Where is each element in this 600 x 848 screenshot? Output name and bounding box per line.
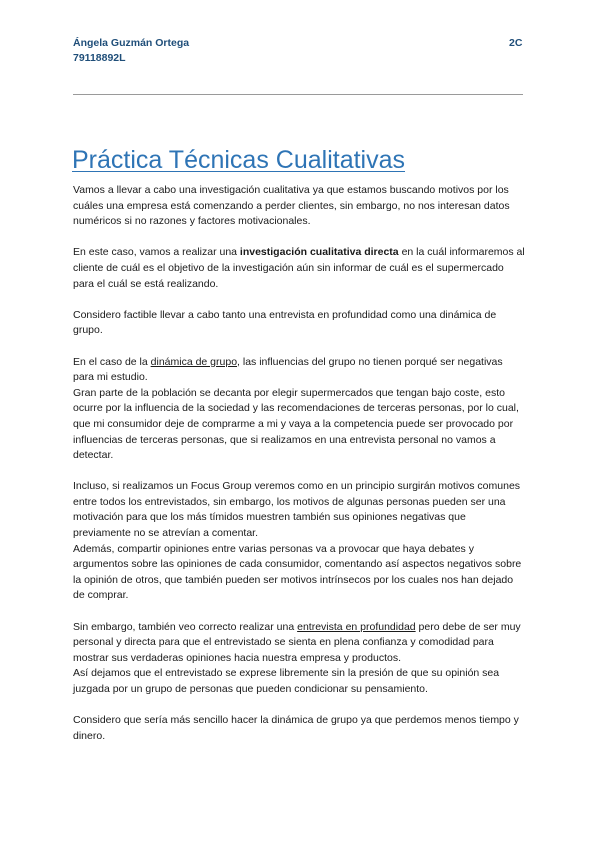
text-run: Gran parte de la población se decanta por elegir supermercados que tengan bajo coste, esto ocurre por la influencia de la sociedad y las recomendaciones de terceras personas, por lo cual, que mi consumidor deje de comprarme a mi y vaya a la competencia puede ser provocado por influencias de terceras personas, que si realizamos en una entrevista personal no vamos a detectar. <box>73 386 519 462</box>
document-title: Práctica Técnicas Cualitativas <box>72 146 406 174</box>
author-name: Ángela Guzmán Ortega <box>73 37 190 49</box>
bold-term: investigación cualitativa directa <box>239 246 399 259</box>
text-run: Incluso, si realizamos un Focus Group veremos como en un principio surgirán motivos comunes entre todos los entrevistados, sin embargo, los motivos de algunas personas pueden ser una motivación para que los más tímidos muestren también sus opiniones negativas que previamente no se atrevían a comentar. <box>73 480 521 540</box>
text-run: en la cuál informaremos al cliente de cuál es el objetivo de la investigación aún sin informar de cuál es el supermercado para el cuál se está realizando. <box>73 246 525 290</box>
document-body <box>73 183 525 760</box>
text-run: Así dejamos que el entrevistado se exprese libremente sin la presión de que su opinión sea juzgada por un grupo de personas que pueden condicionar su pensamiento. <box>73 667 500 695</box>
header-divider <box>73 94 523 95</box>
paragraph-direct-research <box>73 245 525 292</box>
text-run: En este caso, vamos a realizar una <box>73 246 240 259</box>
paragraph-conclusion: Considero que sería más sencillo hacer la dinámica de grupo ya que perdemos menos tiempo y dinero. <box>73 714 519 742</box>
text-run: Sin embargo, también veo correcto realizar una <box>73 620 298 633</box>
paragraph-intro: Vamos a llevar a cabo una investigación cualitativa ya que estamos buscando motivos por los cuáles una empresa está comenzando a perder clientes, sin embargo, no nos interesan datos numéricos si no razones y factores motivacionales. <box>73 184 510 228</box>
underlined-term: dinámica de grupo <box>150 355 238 368</box>
text-run: Además, compartir opiniones entre varias personas va a provocar que haya debates y argumentos sobre las opiniones de cada consumidor, comentando así aspectos negativos sobre la opinión de otros, que también pueden ser motivos intrínsecos por los cuales nos han dejado de comprar. <box>73 542 522 602</box>
underlined-term: entrevista en profundidad <box>297 620 416 633</box>
text-run: , las influencias del grupo no tienen porqué ser negativas para mi estudio. <box>73 355 503 384</box>
author-id: 79118892L <box>73 52 126 64</box>
paragraph-in-depth-interview <box>73 620 525 698</box>
paragraph-focus-group <box>73 479 525 604</box>
text-run: En el caso de la <box>73 355 151 368</box>
paragraph-feasibility: Considero factible llevar a cabo tanto una entrevista en profundidad como una dinámica de grupo. <box>73 308 497 337</box>
text-run: pero debe de ser muy personal y directa para que el entrevistado se sienta en plena confianza y comodidad para mostrar sus verdaderas opiniones hacia nuestra empresa y productos. <box>73 620 521 664</box>
paragraph-group-dynamics <box>73 355 525 464</box>
group-label: 2C <box>509 37 523 49</box>
